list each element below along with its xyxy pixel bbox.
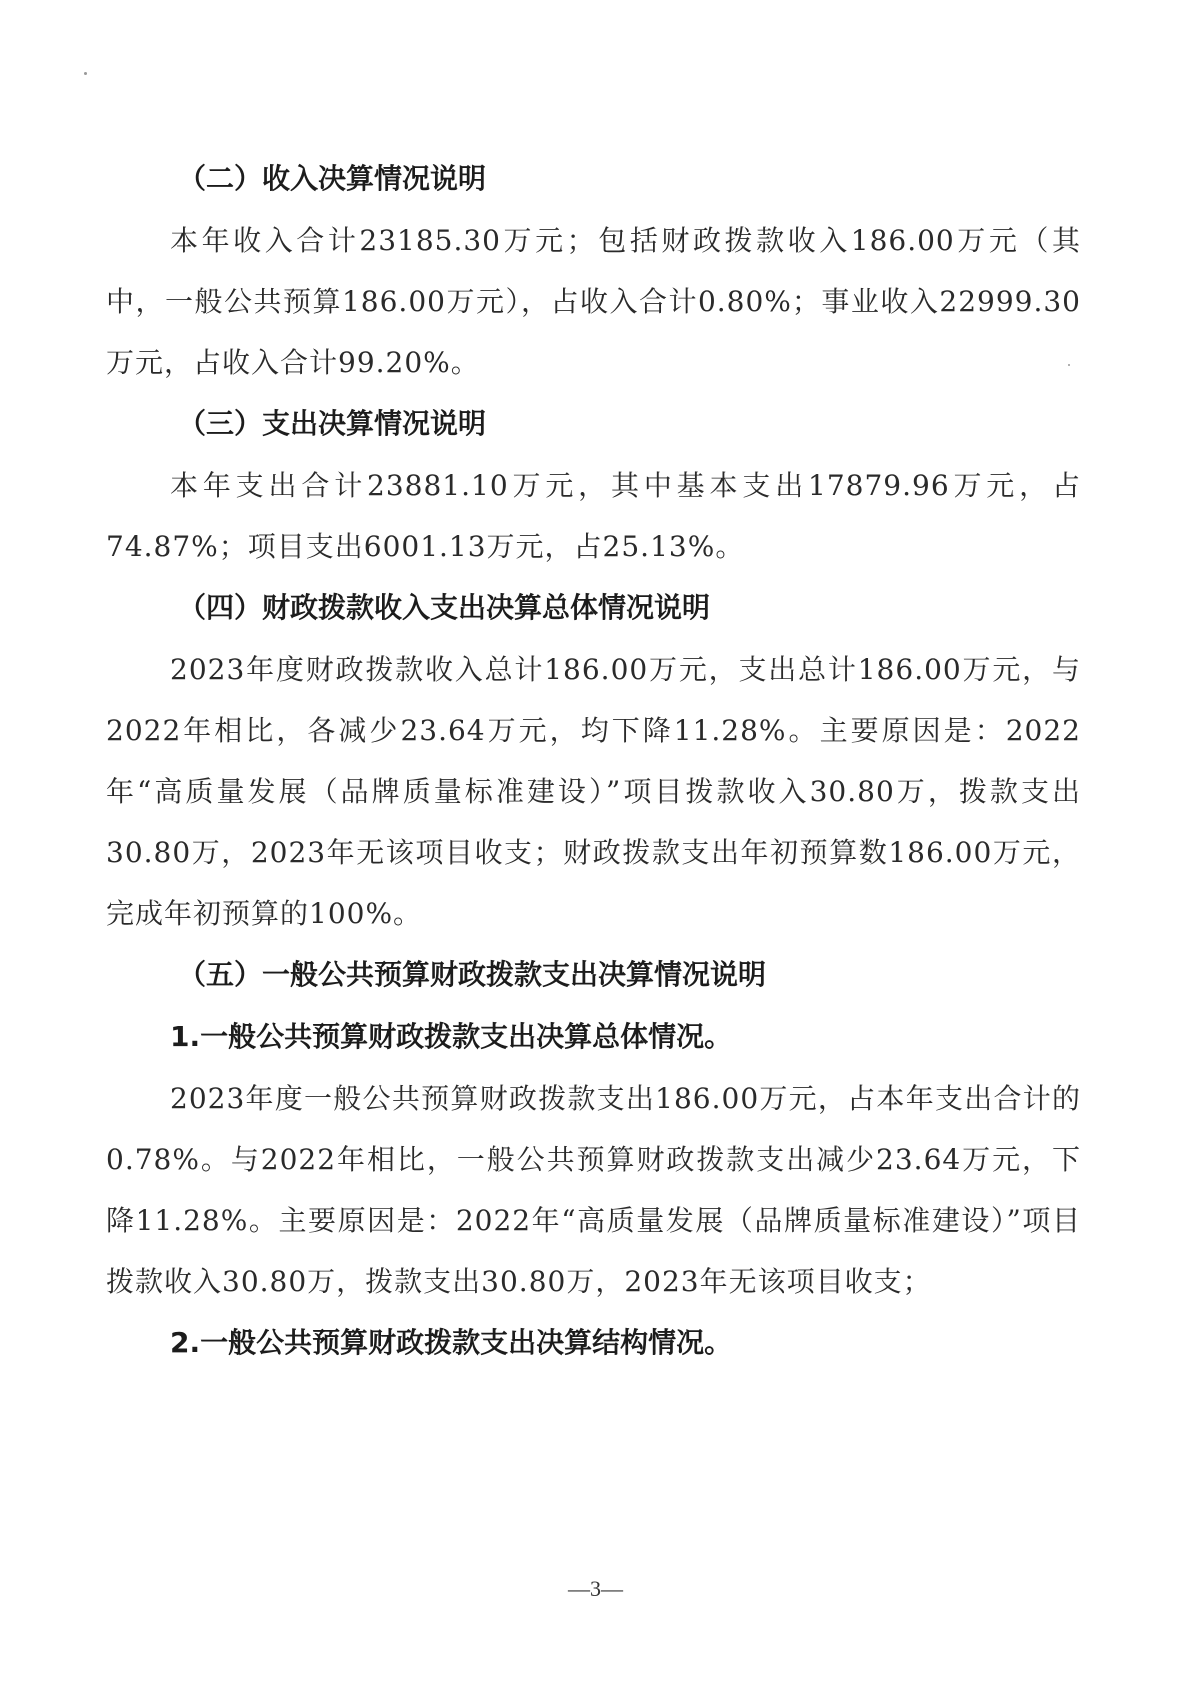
section-heading-fiscal-overall: （四）财政拨款收入支出决算总体情况说明: [178, 591, 711, 624]
page-number: —3—: [568, 1576, 623, 1601]
scan-speck: [84, 72, 87, 75]
paragraph-fiscal-overall: 2023年度财政拨款收入总计186.00万元，支出总计186.00万元，与2022年相比，各减少23.64万元，均下降11.28%。主要原因是：2022年“高质量发展（品牌质量标准建设）”项目拨款收入30.80万，拨款支出30.80万，2023年无该项目收支；财政拨款支出年初预算数186.00万元，完成年初预算的100%。: [106, 653, 1081, 930]
subheading-general-budget-structure: 2.一般公共预算财政拨款支出决算结构情况。: [170, 1326, 733, 1359]
section-heading-income: （二）收入决算情况说明: [178, 162, 487, 195]
paragraph-expenditure: 本年支出合计23881.10万元，其中基本支出17879.96万元，占74.87%；项目支出6001.13万元，占25.13%。: [106, 469, 1081, 563]
paragraph-income: 本年收入合计23185.30万元；包括财政拨款收入186.00万元（其中，一般公共预算186.00万元），占收入合计0.80%；事业收入22999.30万元，占收入合计99.20%。: [106, 224, 1081, 379]
section-heading-expenditure: （三）支出决算情况说明: [178, 407, 487, 440]
paragraph-general-budget-overall: 2023年度一般公共预算财政拨款支出186.00万元，占本年支出合计的0.78%。与2022年相比，一般公共预算财政拨款支出减少23.64万元，下降11.28%。主要原因是：2022年“高质量发展（品牌质量标准建设）”项目拨款收入30.80万，拨款支出30.80万，2023年无该项目收支；: [106, 1082, 1081, 1298]
document-body: [106, 148, 1081, 1374]
section-heading-general-budget: （五）一般公共预算财政拨款支出决算情况说明: [178, 958, 767, 991]
subheading-general-budget-overall: 1.一般公共预算财政拨款支出决算总体情况。: [170, 1020, 733, 1053]
